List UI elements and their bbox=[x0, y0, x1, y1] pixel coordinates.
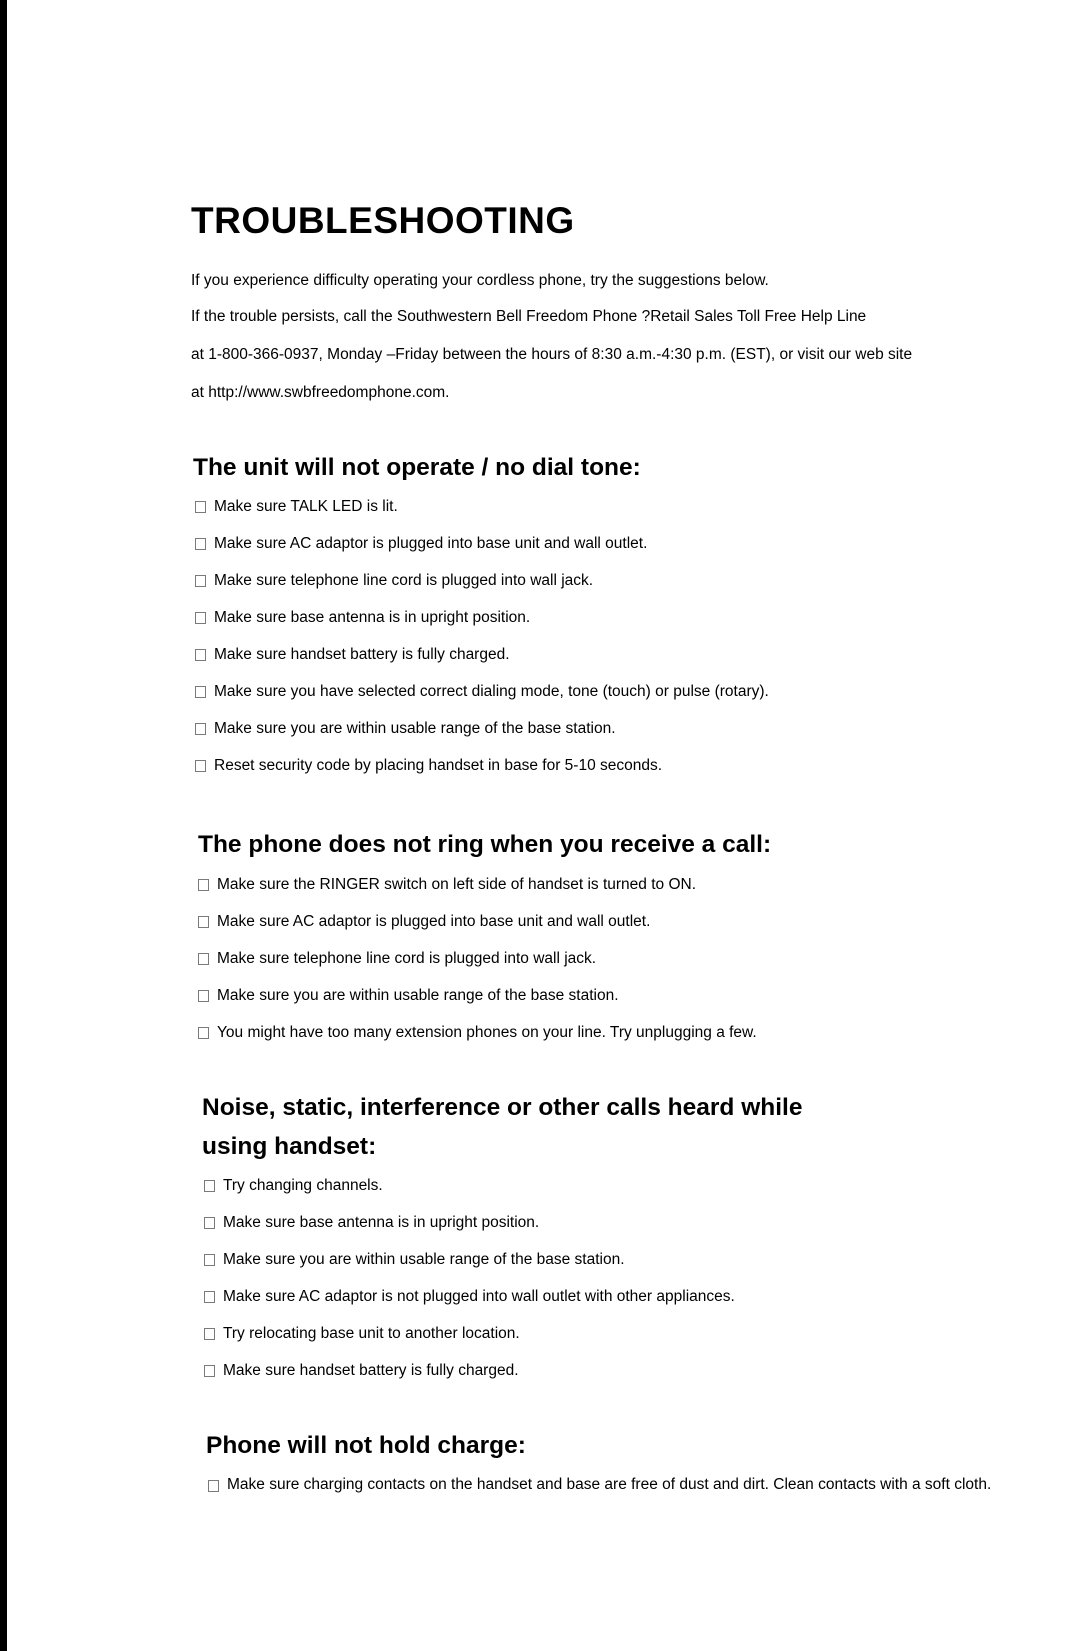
page-edge bbox=[0, 0, 7, 1651]
checkbox-icon bbox=[204, 1328, 215, 1340]
checkbox-icon bbox=[204, 1365, 215, 1377]
checkbox-icon bbox=[195, 723, 206, 735]
checkbox-icon bbox=[198, 916, 209, 928]
checkbox-icon bbox=[195, 649, 206, 661]
intro-line: If you experience difficulty operating your cordless phone, try the suggestions below. bbox=[191, 272, 769, 289]
list-item: Make sure telephone line cord is plugged into wall jack. bbox=[195, 572, 593, 590]
section-heading: Phone will not hold charge: bbox=[206, 1432, 526, 1459]
list-item: Make sure AC adaptor is plugged into base unit and wall outlet. bbox=[195, 535, 647, 553]
list-item: Make sure base antenna is in upright position. bbox=[204, 1214, 539, 1232]
section-heading: Noise, static, interference or other calls heard while bbox=[202, 1094, 803, 1121]
list-item: You might have too many extension phones on your line. Try unplugging a few. bbox=[198, 1024, 757, 1042]
list-item: Make sure you are within usable range of the base station. bbox=[198, 987, 619, 1005]
list-item: Make sure you have selected correct dialing mode, tone (touch) or pulse (rotary). bbox=[195, 683, 769, 701]
checkbox-icon bbox=[195, 612, 206, 624]
checkbox-icon bbox=[198, 1027, 209, 1039]
list-item: Try changing channels. bbox=[204, 1177, 383, 1195]
list-item: Make sure telephone line cord is plugged into wall jack. bbox=[198, 950, 596, 968]
list-item: Make sure you are within usable range of the base station. bbox=[195, 720, 616, 738]
section-heading: The phone does not ring when you receive a call: bbox=[198, 831, 772, 858]
checkbox-icon bbox=[195, 575, 206, 587]
section-heading: using handset: bbox=[202, 1133, 377, 1160]
list-item: Make sure handset battery is fully charged. bbox=[195, 646, 510, 664]
checkbox-icon bbox=[198, 953, 209, 965]
list-item: Make sure TALK LED is lit. bbox=[195, 498, 398, 516]
list-item: Make sure AC adaptor is plugged into base unit and wall outlet. bbox=[198, 913, 650, 931]
checkbox-icon bbox=[195, 538, 206, 550]
list-item: Make sure charging contacts on the handset and base are free of dust and dirt. Clean contacts with a soft cloth. bbox=[208, 1466, 1068, 1503]
checkbox-icon bbox=[204, 1254, 215, 1266]
intro-line: at http://www.swbfreedomphone.com. bbox=[191, 384, 450, 401]
intro-line: at 1-800-366-0937, Monday –Friday between the hours of 8:30 a.m.-4:30 p.m. (EST), or visit our web site bbox=[191, 346, 913, 363]
checkbox-icon bbox=[195, 686, 206, 698]
list-item: Try relocating base unit to another location. bbox=[204, 1325, 520, 1343]
list-item: Reset security code by placing handset in base for 5-10 seconds. bbox=[195, 757, 662, 775]
checkbox-icon bbox=[195, 760, 206, 772]
list-item: Make sure you are within usable range of the base station. bbox=[204, 1251, 625, 1269]
checkbox-icon bbox=[198, 990, 209, 1002]
page-title: TROUBLESHOOTING bbox=[191, 200, 575, 241]
list-item: Make sure the RINGER switch on left side of handset is turned to ON. bbox=[198, 876, 696, 894]
checkbox-icon bbox=[204, 1180, 215, 1192]
list-item: Make sure handset battery is fully charged. bbox=[204, 1362, 519, 1380]
list-item: Make sure base antenna is in upright position. bbox=[195, 609, 530, 627]
checkbox-icon bbox=[204, 1217, 215, 1229]
section-heading: The unit will not operate / no dial tone: bbox=[193, 454, 641, 481]
list-item: Make sure AC adaptor is not plugged into wall outlet with other appliances. bbox=[204, 1288, 735, 1306]
checkbox-icon bbox=[198, 879, 209, 891]
intro-line: If the trouble persists, call the Southwestern Bell Freedom Phone ?Retail Sales Toll Free Help Line bbox=[191, 308, 867, 325]
checkbox-icon bbox=[208, 1480, 219, 1492]
checkbox-icon bbox=[195, 501, 206, 513]
checkbox-icon bbox=[204, 1291, 215, 1303]
